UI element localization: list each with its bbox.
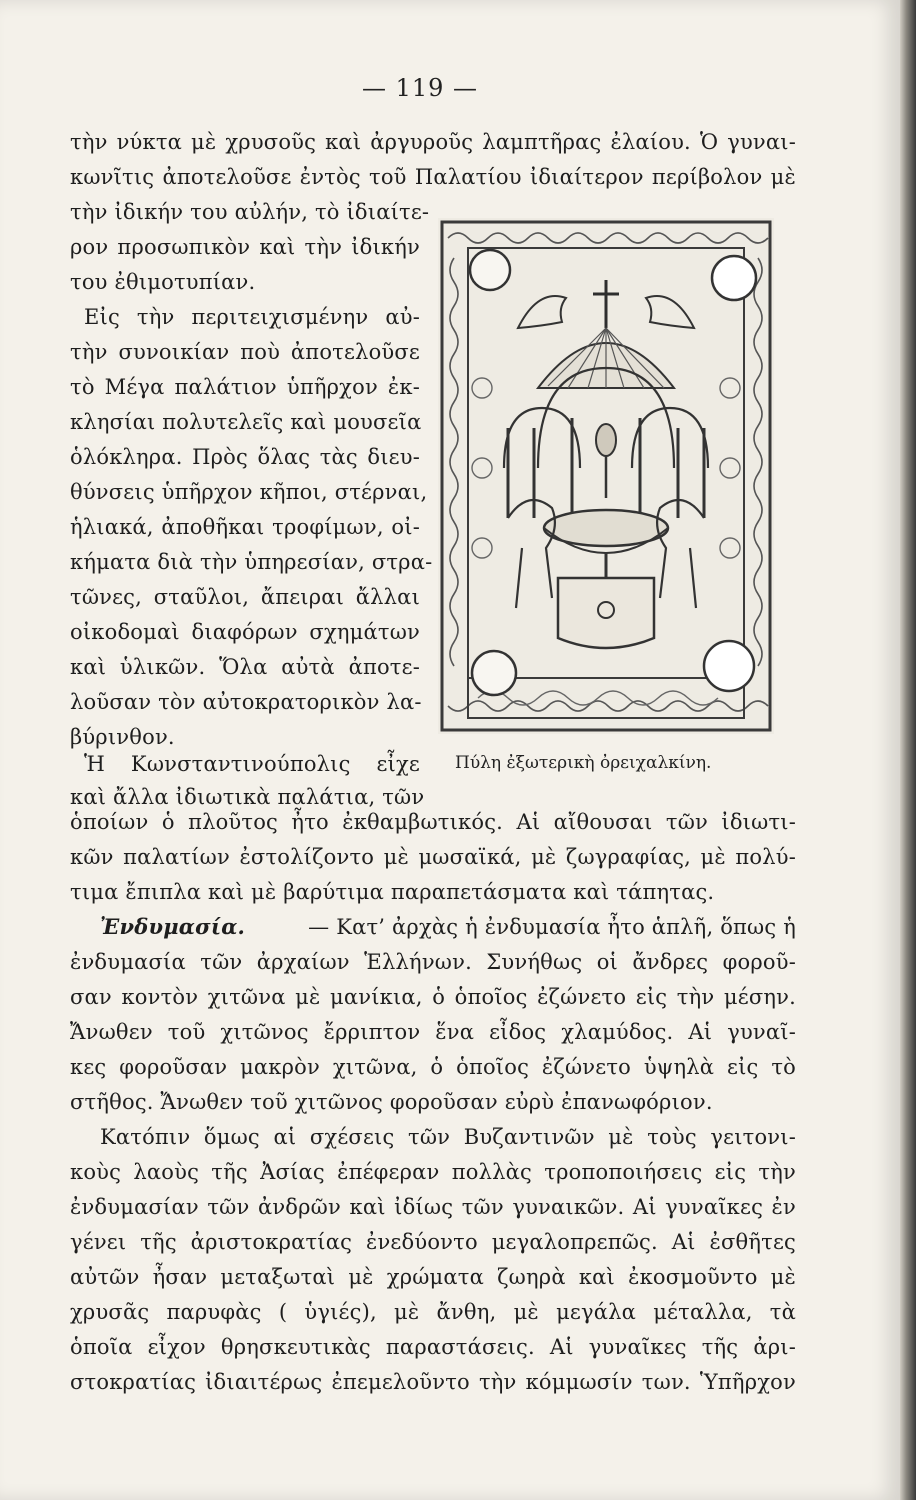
text-line: τὴν ἰδικήν του αὐλήν, τὸ ἰδιαίτε- (70, 200, 430, 224)
text-line: καὶ ἄλλα ἰδιωτικὰ παλάτια, τῶν (70, 785, 425, 809)
text-line: αὐτῶν ἦσαν μεταξωταὶ μὲ χρώματα ζωηρὰ καὶ ἐκοσμοῦντο μὲ (70, 1265, 796, 1289)
gate-illustration (438, 218, 774, 734)
figure-caption: Πύλη ἐξωτερικὴ ὀρειχαλκίνη. (455, 753, 712, 773)
section-heading: Ἐνδυμασία. (100, 914, 246, 939)
section-heading-line (100, 913, 796, 941)
text-line: κλησίαι πολυτελεῖς καὶ μουσεῖα (70, 410, 422, 434)
text-line: καὶ ὑλικῶν. Ὅλα αὐτὰ ἀποτε- (70, 655, 420, 679)
text-line: τῶνες, σταῦλοι, ἄπειραι ἄλλαι (70, 585, 420, 609)
heading-continuation: — Κατ’ ἀρχὰς ἡ ἐνδυμασία ἦτο ἁπλῆ, ὅπως ἡ (308, 915, 796, 939)
text-line: ἡλιακά, ἀποθῆκαι τροφίμων, οἰ- (70, 515, 420, 539)
text-line: ρον προσωπικὸν καὶ τὴν ἰδικήν (70, 235, 420, 259)
text-line: ὁποῖα εἶχον θρησκευτικὰς παραστάσεις. Αἱ γυναῖκες τῆς ἀρι- (70, 1335, 796, 1359)
text-line: χρυσᾶς παρυφὰς ( ὑγιές), μὲ ἄνθη, μὲ μεγάλα μέταλλα, τὰ (70, 1300, 796, 1324)
text-line: Κατόπιν ὅμως αἱ σχέσεις τῶν Βυζαντινῶν μὲ τοὺς γειτονι- (100, 1125, 796, 1149)
text-line: κωνῖτις ἀποτελοῦσε ἐντὸς τοῦ Παλατίου ἰδιαίτερον περίβολον μὲ (70, 165, 796, 189)
text-line: στῆθος. Ἄνωθεν τοῦ χιτῶνος φοροῦσαν εὐρὺ ἐπανωφόριον. (70, 1090, 713, 1114)
text-line: ἐνδυμασίαν τῶν ἀνδρῶν καὶ ἰδίως τῶν γυναικῶν. Αἱ γυναῖκες ἐν (70, 1195, 796, 1219)
text-line: κες φοροῦσαν μακρὸν χιτῶνα, ὁ ὁποῖος ἐζώνετο ὑψηλὰ εἰς τὸ (70, 1055, 796, 1079)
text-line: ἐνδυμασία τῶν ἀρχαίων Ἑλλήνων. Συνήθως οἱ ἄνδρες φοροῦ- (70, 950, 796, 974)
gate-engraving (438, 218, 774, 734)
text-line: θύνσεις ὑπῆρχον κῆποι, στέρναι, (70, 480, 428, 504)
text-line: ὁποίων ὁ πλοῦτος ἦτο ἐκθαμβωτικός. Αἱ αἴθουσαι τῶν ἰδιωτι- (70, 810, 796, 834)
text-line: τιμα ἔπιπλα καὶ μὲ βαρύτιμα παραπετάσματα καὶ τάπητας. (70, 880, 715, 904)
text-line: Ἄνωθεν τοῦ χιτῶνος ἔρριπτον ἕνα εἶδος χλαμύδος. Αἱ γυναῖ- (70, 1020, 796, 1044)
text-line: γένει τῆς ἀριστοκρατίας ἐνεδύοντο μεγαλοπρεπῶς. Αἱ ἐσθῆτες (70, 1230, 796, 1254)
text-line: στοκρατίας ἰδιαιτέρως ἐπεμελοῦντο τὴν κόμμωσίν των. Ὑπῆρχον (70, 1370, 796, 1394)
text-line: ὁλόκληρα. Πρὸς ὅλας τὰς διευ- (70, 445, 420, 469)
text-line: κοὺς λαοὺς τῆς Ἀσίας ἐπέφεραν πολλὰς τροποποιήσεις εἰς τὴν (70, 1160, 796, 1184)
text-line: οἰκοδομαὶ διαφόρων σχημάτων (70, 620, 420, 644)
text-line: λοῦσαν τὸν αὐτοκρατορικὸν λα- (70, 690, 422, 714)
text-line: Εἰς τὴν περιτειχισμένην αὐ- (84, 305, 420, 329)
page-edge-shadow (900, 0, 916, 1500)
text-line: του ἐθιμοτυπίαν. (70, 270, 256, 294)
text-line: Ἡ Κωνσταντινούπολις εἶχε (84, 752, 420, 776)
text-line: κῶν παλατίων ἐστολίζοντο μὲ μωσαϊκά, μὲ ζωγραφίας, μὲ πολύ- (70, 845, 796, 869)
page-number: — 119 — (361, 74, 479, 102)
text-line: τὴν συνοικίαν ποὺ ἀποτελοῦσε (70, 340, 420, 364)
text-line: κήματα διὰ τὴν ὑπηρεσίαν, στρα- (70, 550, 433, 574)
text-line: τὴν νύκτα μὲ χρυσοῦς καὶ ἀργυροῦς λαμπτῆρας ἐλαίου. Ὁ γυναι- (70, 130, 796, 154)
text-line: σαν κοντὸν χιτῶνα μὲ μανίκια, ὁ ὁποῖος ἐζώνετο εἰς τὴν μέσην. (70, 985, 796, 1009)
text-line: βύρινθον. (70, 725, 175, 749)
text-line: τὸ Μέγα παλάτιον ὑπῆρχον ἐκ- (70, 375, 420, 399)
